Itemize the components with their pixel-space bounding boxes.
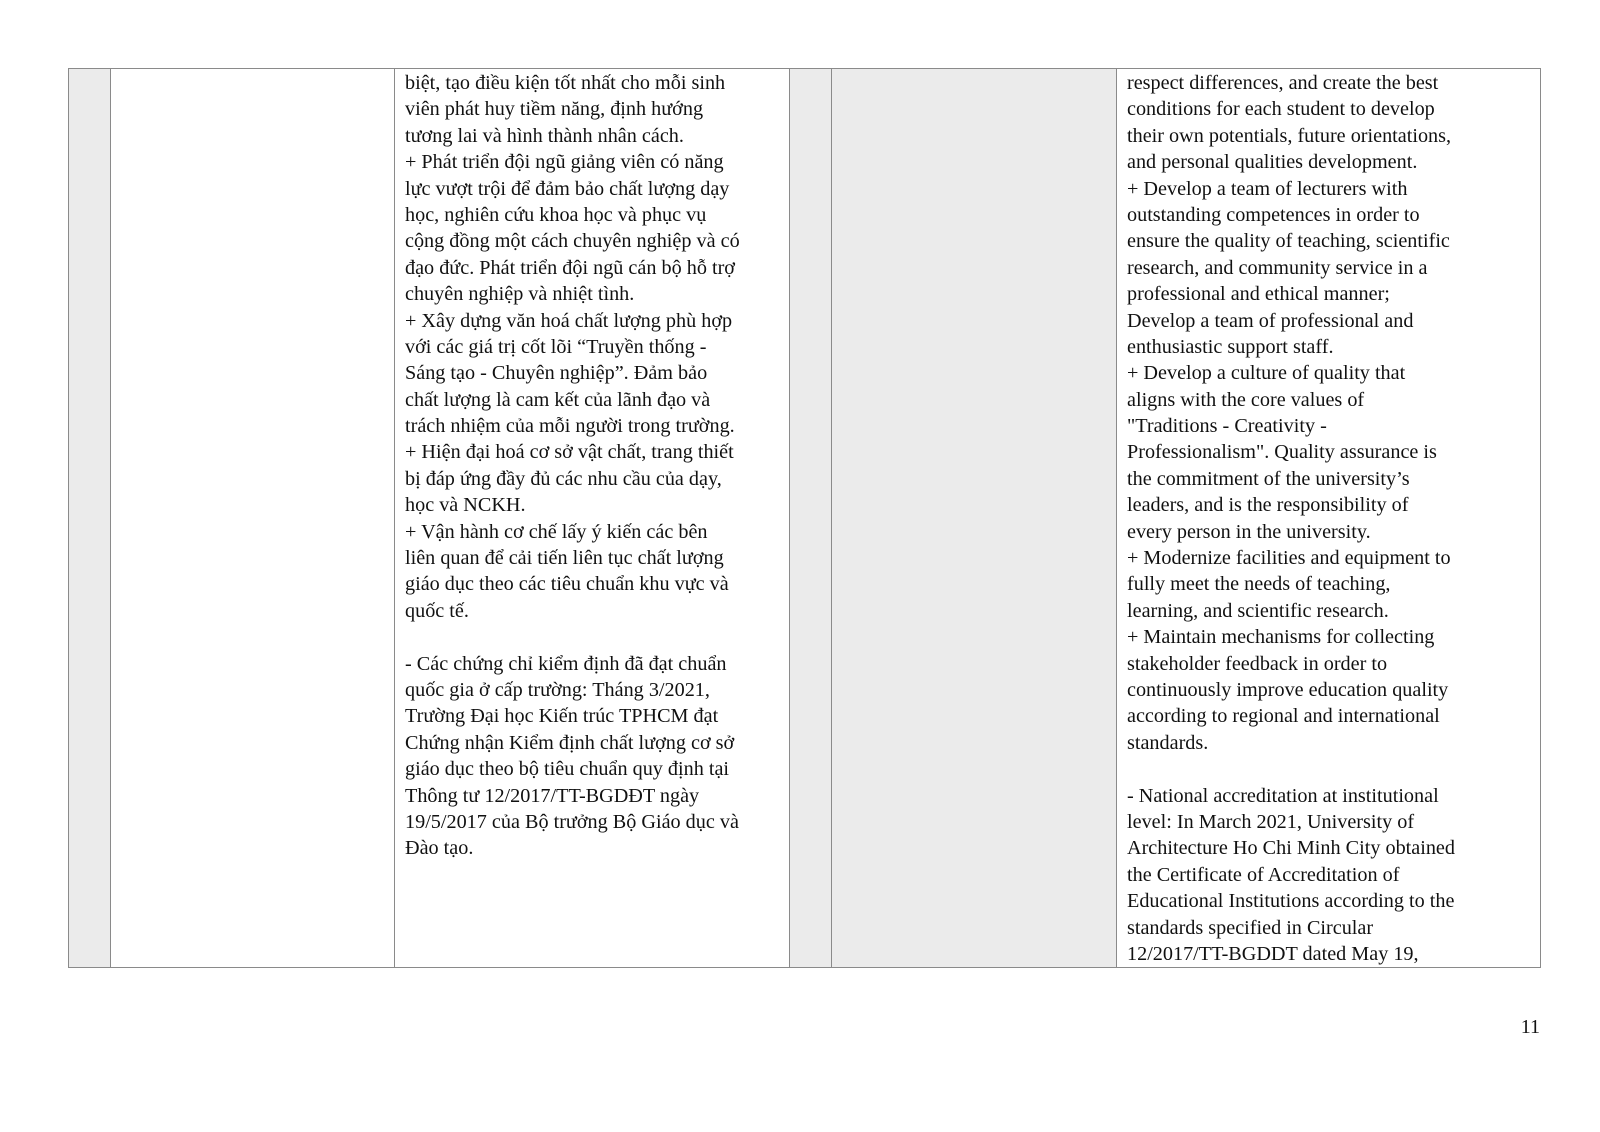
text-line: học, nghiên cứu khoa học và phục vụ	[405, 203, 707, 226]
text-line: Đào tạo.	[405, 837, 474, 860]
text-line: tương lai và hình thành nhân cách.	[405, 124, 684, 147]
text-line: aligns with the core values of	[1127, 388, 1365, 411]
text-line: Sáng tạo - Chuyên nghiệp”. Đảm bảo	[405, 362, 708, 385]
text-line: với các giá trị cốt lõi “Truyền thống -	[405, 335, 707, 358]
text-line: chuyên nghiệp và nhiệt tình.	[405, 283, 635, 306]
text-line: - Các chứng chỉ kiểm định đã đạt chuẩn	[405, 652, 727, 675]
text-line: + Xây dựng văn hoá chất lượng phù hợp	[405, 309, 733, 332]
text-line: Thông tư 12/2017/TT-BGDĐT ngày	[405, 784, 700, 807]
text-line: outstanding competences in order to	[1127, 203, 1420, 226]
index-cell-en	[790, 69, 832, 968]
text-line: level: In March 2021, University of	[1127, 810, 1415, 833]
text-line: the commitment of the university’s	[1127, 467, 1410, 490]
text-line: 12/2017/TT-BGDDT dated May 19,	[1127, 942, 1419, 965]
criterion-cell-vi	[111, 69, 395, 968]
text-line: research, and community service in a	[1127, 256, 1428, 279]
text-line: standards specified in Circular	[1127, 916, 1374, 939]
text-line: 19/5/2017 của Bộ trưởng Bộ Giáo dục và	[405, 810, 739, 833]
criterion-cell-en	[832, 69, 1117, 968]
text-line: Architecture Ho Chi Minh City obtained	[1127, 837, 1455, 860]
text-line: chất lượng là cam kết của lãnh đạo và	[405, 388, 711, 411]
text-line: biệt, tạo điều kiện tốt nhất cho mỗi sinh	[405, 72, 726, 94]
text-line: according to regional and international	[1127, 705, 1440, 728]
text-line: and personal qualities development.	[1127, 151, 1418, 174]
text-line: + Develop a team of lecturers with	[1127, 177, 1408, 200]
blank-line	[405, 624, 789, 650]
text-line: lực vượt trội để đảm bảo chất lượng dạy	[405, 177, 730, 200]
text-line: leaders, and is the responsibility of	[1127, 494, 1409, 517]
text-line: cộng đồng một cách chuyên nghiệp và có	[405, 230, 740, 253]
text-line: stakeholder feedback in order to	[1127, 652, 1388, 675]
text-line: learning, and scientific research.	[1127, 599, 1389, 622]
index-cell-vi	[69, 69, 111, 968]
text-line: "Traditions - Creativity -	[1127, 415, 1327, 438]
text-line: + Modernize facilities and equipment to	[1127, 547, 1451, 570]
text-line: học và NCKH.	[405, 494, 526, 517]
table-row	[69, 69, 1541, 968]
text-line: trách nhiệm của mỗi người trong trường.	[405, 415, 735, 438]
vietnamese-text-cell	[395, 69, 790, 968]
text-line: Develop a team of professional and	[1127, 309, 1414, 332]
text-line: + Maintain mechanisms for collecting	[1127, 626, 1435, 649]
text-line: respect differences, and create the best	[1127, 72, 1439, 94]
text-line: bị đáp ứng đầy đủ các nhu cầu của dạy,	[405, 467, 722, 490]
text-line: enthusiastic support staff.	[1127, 335, 1334, 358]
english-paragraphs	[1127, 70, 1540, 967]
text-line: conditions for each student to develop	[1127, 98, 1435, 121]
text-line: quốc tế.	[405, 599, 469, 622]
text-line: fully meet the needs of teaching,	[1127, 573, 1391, 596]
text-line: Educational Institutions according to the	[1127, 890, 1455, 913]
text-line: Chứng nhận Kiểm định chất lượng cơ sở	[405, 731, 735, 754]
text-line: ensure the quality of teaching, scientific	[1127, 230, 1450, 253]
english-text-cell	[1117, 69, 1541, 968]
text-line: - National accreditation at institutional	[1127, 784, 1439, 807]
text-line: đạo đức. Phát triển đội ngũ cán bộ hỗ trợ	[405, 256, 735, 279]
text-line: their own potentials, future orientations,	[1127, 124, 1452, 147]
page-number: 11	[1520, 1016, 1540, 1038]
text-line: the Certificate of Accreditation of	[1127, 863, 1400, 886]
content-table	[68, 68, 1541, 968]
text-line: standards.	[1127, 731, 1209, 754]
text-line: Professionalism". Quality assurance is	[1127, 441, 1437, 464]
text-line: + Phát triển đội ngũ giảng viên có năng	[405, 151, 724, 174]
blank-line	[1127, 756, 1540, 782]
text-line: professional and ethical manner;	[1127, 283, 1390, 306]
text-line: giáo dục theo bộ tiêu chuẩn quy định tại	[405, 758, 730, 781]
text-line: continuously improve education quality	[1127, 678, 1449, 701]
text-line: every person in the university.	[1127, 520, 1371, 543]
text-line: + Hiện đại hoá cơ sở vật chất, trang thiết	[405, 441, 734, 464]
text-line: liên quan để cải tiến liên tục chất lượng	[405, 547, 724, 570]
text-line: + Develop a culture of quality that	[1127, 362, 1406, 385]
text-line: viên phát huy tiềm năng, định hướng	[405, 98, 704, 121]
text-line: Trường Đại học Kiến trúc TPHCM đạt	[405, 705, 719, 728]
text-line: quốc gia ở cấp trường: Tháng 3/2021,	[405, 678, 710, 701]
vietnamese-paragraphs	[405, 70, 789, 862]
text-line: + Vận hành cơ chế lấy ý kiến các bên	[405, 520, 708, 543]
text-line: giáo dục theo các tiêu chuẩn khu vực và	[405, 573, 729, 596]
